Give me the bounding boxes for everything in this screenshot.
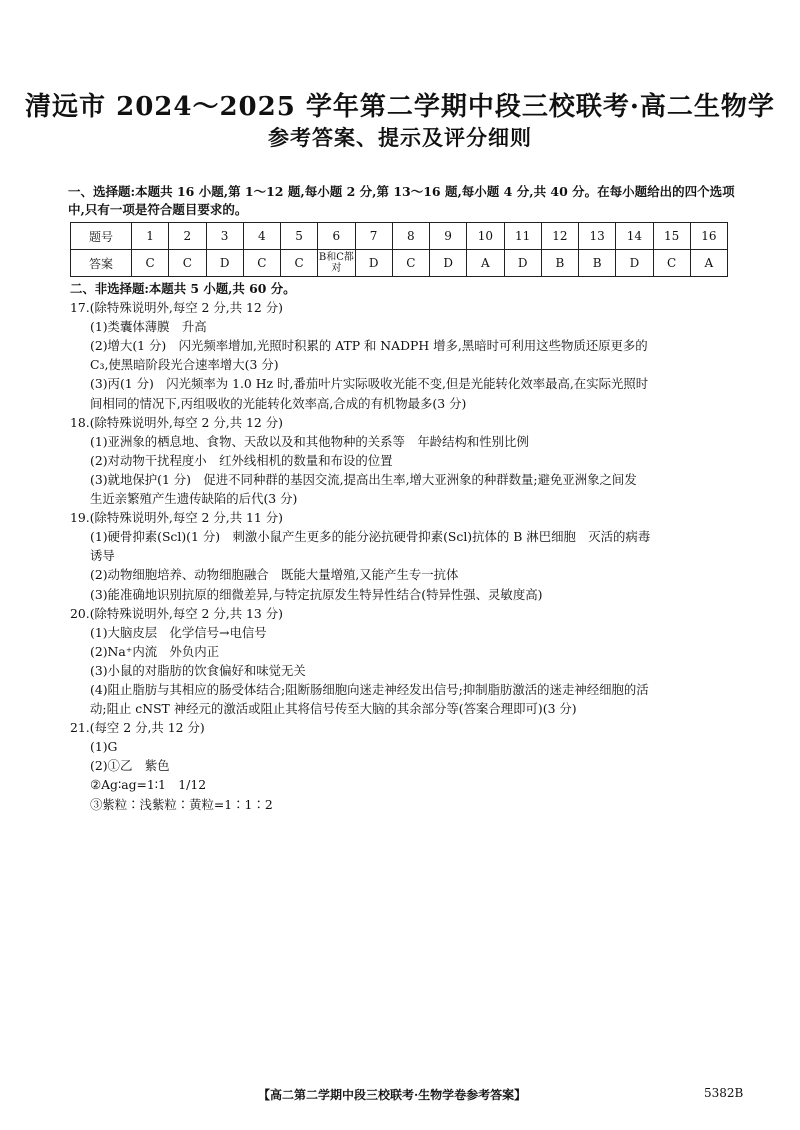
section2 xyxy=(70,279,738,814)
answer-line: (4)阻止脂肪与其相应的肠受体结合;阻断肠细胞向迷走神经发出信号;抑制脂肪激活的迷走神经细胞的活 xyxy=(90,681,649,697)
answer-line: 动;阻止 cNST 神经元的激活或阻止其将信号传至大脑的其余部分等(答案合理即可)(3 分) xyxy=(90,701,577,717)
answer-cell: C xyxy=(132,250,169,277)
answer-line: (3)能准确地识别抗原的细微差异,与特定抗原发生特异性结合(特异性强、灵敏度高) xyxy=(90,586,543,602)
answer-line: (3)丙(1 分) 闪光频率为 1.0 Hz 时,番茄叶片实际吸收光能不变,但是光能转化效率最高,在实际光照时 xyxy=(90,376,649,392)
answer-row-label: 答案 xyxy=(71,250,132,277)
answer-cell: D xyxy=(616,250,653,277)
answer-line: (1)G xyxy=(90,739,118,755)
answer-cell: C xyxy=(169,250,206,277)
answer-line: (1)类囊体薄膜 升高 xyxy=(90,319,207,335)
question-number-cell: 14 xyxy=(616,223,653,250)
question-header: 17.(除特殊说明外,每空 2 分,共 12 分) xyxy=(70,300,283,316)
answer-line: (2)Na⁺内流 外负内正 xyxy=(90,643,220,659)
answer-line: ③紫粒∶浅紫粒∶黄粒=1∶1∶2 xyxy=(90,796,273,812)
footer-label: 【高二第二学期中段三校联考·生物学卷参考答案】 xyxy=(258,1088,527,1102)
question-number-cell: 12 xyxy=(541,223,578,250)
answer-cell: D xyxy=(430,250,467,277)
answer-cell: A xyxy=(467,250,504,277)
answer-cell: A xyxy=(690,250,727,277)
question-header: 21.(每空 2 分,共 12 分) xyxy=(70,720,205,736)
answer-line: 诱导 xyxy=(90,548,115,564)
answer-line: (1)亚洲象的栖息地、食物、天敌以及和其他物种的关系等 年龄结构和性别比例 xyxy=(90,433,529,449)
answer-table xyxy=(70,222,728,277)
answer-line: ②Ag∶ag=1∶1 1/12 xyxy=(90,777,207,793)
question-number-cell: 2 xyxy=(169,223,206,250)
question-row-label: 题号 xyxy=(71,223,132,250)
question-number-cell: 5 xyxy=(281,223,318,250)
page-subtitle: 参考答案、提示及评分细则 xyxy=(268,125,532,150)
question-number-cell: 11 xyxy=(504,223,541,250)
answer-line: (3)就地保护(1 分) 促进不同种群的基因交流,提高出生率,增大亚洲象的种群数量;避免亚洲象之间发 xyxy=(90,471,637,487)
answer-line: 生近亲繁殖产生遗传缺陷的后代(3 分) xyxy=(90,491,298,507)
answer-row xyxy=(71,250,728,277)
answer-line: (2)对动物干扰程度小 红外线相机的数量和布设的位置 xyxy=(90,452,393,468)
section2-heading: 二、非选择题:本题共 5 小题,共 60 分。 xyxy=(70,281,296,296)
answer-line: (1)大脑皮层 化学信号→电信号 xyxy=(90,624,267,640)
question-number-cell: 8 xyxy=(392,223,429,250)
question-number-cell: 13 xyxy=(579,223,616,250)
answer-cell: C xyxy=(653,250,690,277)
answer-line: (3)小鼠的对脂肪的饮食偏好和味觉无关 xyxy=(90,662,306,678)
answer-cell: C xyxy=(281,250,318,277)
question-header: 18.(除特殊说明外,每空 2 分,共 12 分) xyxy=(70,414,283,430)
question-number-cell: 15 xyxy=(653,223,690,250)
answer-cell: D xyxy=(355,250,392,277)
footer-code: 5382B xyxy=(704,1086,744,1100)
question-number-cell: 1 xyxy=(132,223,169,250)
answer-line: (2)增大(1 分) 闪光频率增加,光照时积累的 ATP 和 NADPH 增多,黑暗时可利用这些物质还原更多的 xyxy=(90,338,648,354)
answer-cell: B和C都对 xyxy=(318,250,355,277)
answer-line: C₃,使黑暗阶段光合速率增大(3 分) xyxy=(90,357,279,373)
answer-cell: B xyxy=(541,250,578,277)
answer-cell: C xyxy=(243,250,280,277)
question-row xyxy=(71,223,728,250)
question-number-cell: 9 xyxy=(430,223,467,250)
question-number-cell: 7 xyxy=(355,223,392,250)
answer-line: 间相同的情况下,丙组吸收的光能转化效率高,合成的有机物最多(3 分) xyxy=(90,395,467,411)
question-number-cell: 16 xyxy=(690,223,727,250)
section1-intro: 一、选择题:本题共 16 小题,第 1～12 题,每小题 2 分,第 13～16 题,每小题 4 分,共 40 分。在每小题给出的四个选项中,只有一项是符合题目要求的。 xyxy=(68,184,735,217)
answer-line: (1)硬骨抑素(Scl)(1 分) 刺激小鼠产生更多的能分泌抗硬骨抑素(Scl)抗体的 B 淋巴细胞 灭活的病毒 xyxy=(90,529,651,545)
answer-cell: D xyxy=(206,250,243,277)
answer-cell: C xyxy=(392,250,429,277)
question-header: 20.(除特殊说明外,每空 2 分,共 13 分) xyxy=(70,605,283,621)
question-header: 19.(除特殊说明外,每空 2 分,共 11 分) xyxy=(70,510,283,526)
answer-cell: D xyxy=(504,250,541,277)
answer-line: (2)动物细胞培养、动物细胞融合 既能大量增殖,又能产生专一抗体 xyxy=(90,567,459,583)
question-number-cell: 10 xyxy=(467,223,504,250)
question-number-cell: 3 xyxy=(206,223,243,250)
answer-line: (2)①乙 紫色 xyxy=(90,758,170,774)
question-number-cell: 4 xyxy=(243,223,280,250)
page-title: 清远市 2024～2025 学年第二学期中段三校联考·高二生物学 xyxy=(25,92,775,122)
question-number-cell: 6 xyxy=(318,223,355,250)
answer-cell: B xyxy=(579,250,616,277)
